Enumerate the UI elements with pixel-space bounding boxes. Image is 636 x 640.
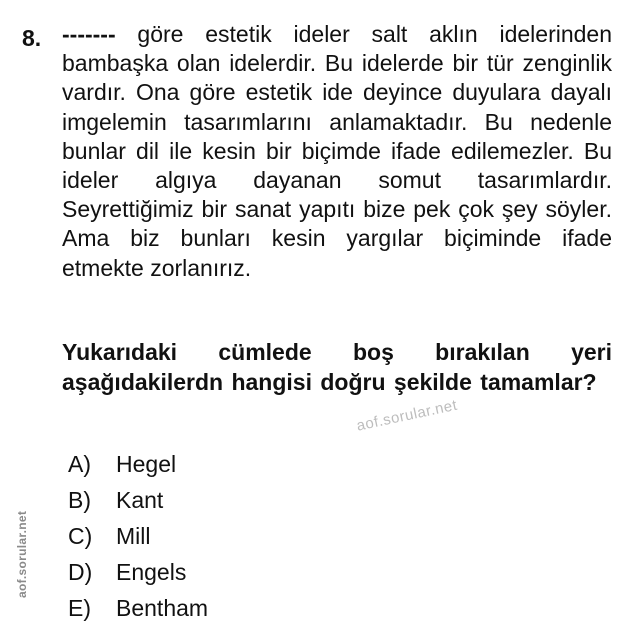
- option-letter: E): [68, 595, 91, 621]
- option-text: Hegel: [116, 451, 177, 477]
- option-d[interactable]: [68, 554, 208, 590]
- option-letter: B): [68, 487, 91, 513]
- option-text: Engels: [116, 559, 187, 585]
- question-number: 8.: [22, 25, 42, 51]
- question-prompt: Yukarıdaki cümlede boş bırakılan yeri aşağıdakilerdn hangisi doğru şekilde tamamlar?: [62, 339, 612, 395]
- watermark-center: aof.sorular.net: [355, 396, 459, 435]
- option-c[interactable]: [68, 518, 208, 554]
- option-letter: D): [68, 559, 93, 585]
- option-letter: C): [68, 523, 93, 549]
- option-e[interactable]: [68, 590, 208, 626]
- option-a[interactable]: [68, 446, 208, 482]
- option-letter: A): [68, 451, 91, 477]
- option-text: Kant: [116, 487, 164, 513]
- option-text: Mill: [116, 523, 151, 549]
- watermark-side: aof.sorular.net: [15, 510, 29, 598]
- option-text: Bentham: [116, 595, 209, 621]
- blank-placeholder: -------: [62, 21, 116, 47]
- question-passage: [62, 20, 612, 283]
- answer-options: [68, 446, 208, 626]
- option-b[interactable]: [68, 482, 208, 518]
- passage-text: göre estetik ideler salt aklın idelerinden bambaşka olan idelerdir. Bu idelerde bir tür zenginlik vardır. Ona göre estetik ide deyince duyulara dayalı imgelemin tasarımlarını anlamaktadır. Bu nedenle bunlar dil ile kesin bir biçimde ifade edilemezler. Bu ideler algıya dayanan somut tasarımlardır. Seyrettiğimiz bir sanat yapıtı bize pek çok şey söyler. Ama biz bunları kesin yargılar biçiminde ifade etmekte zorlanırız.: [62, 21, 613, 281]
